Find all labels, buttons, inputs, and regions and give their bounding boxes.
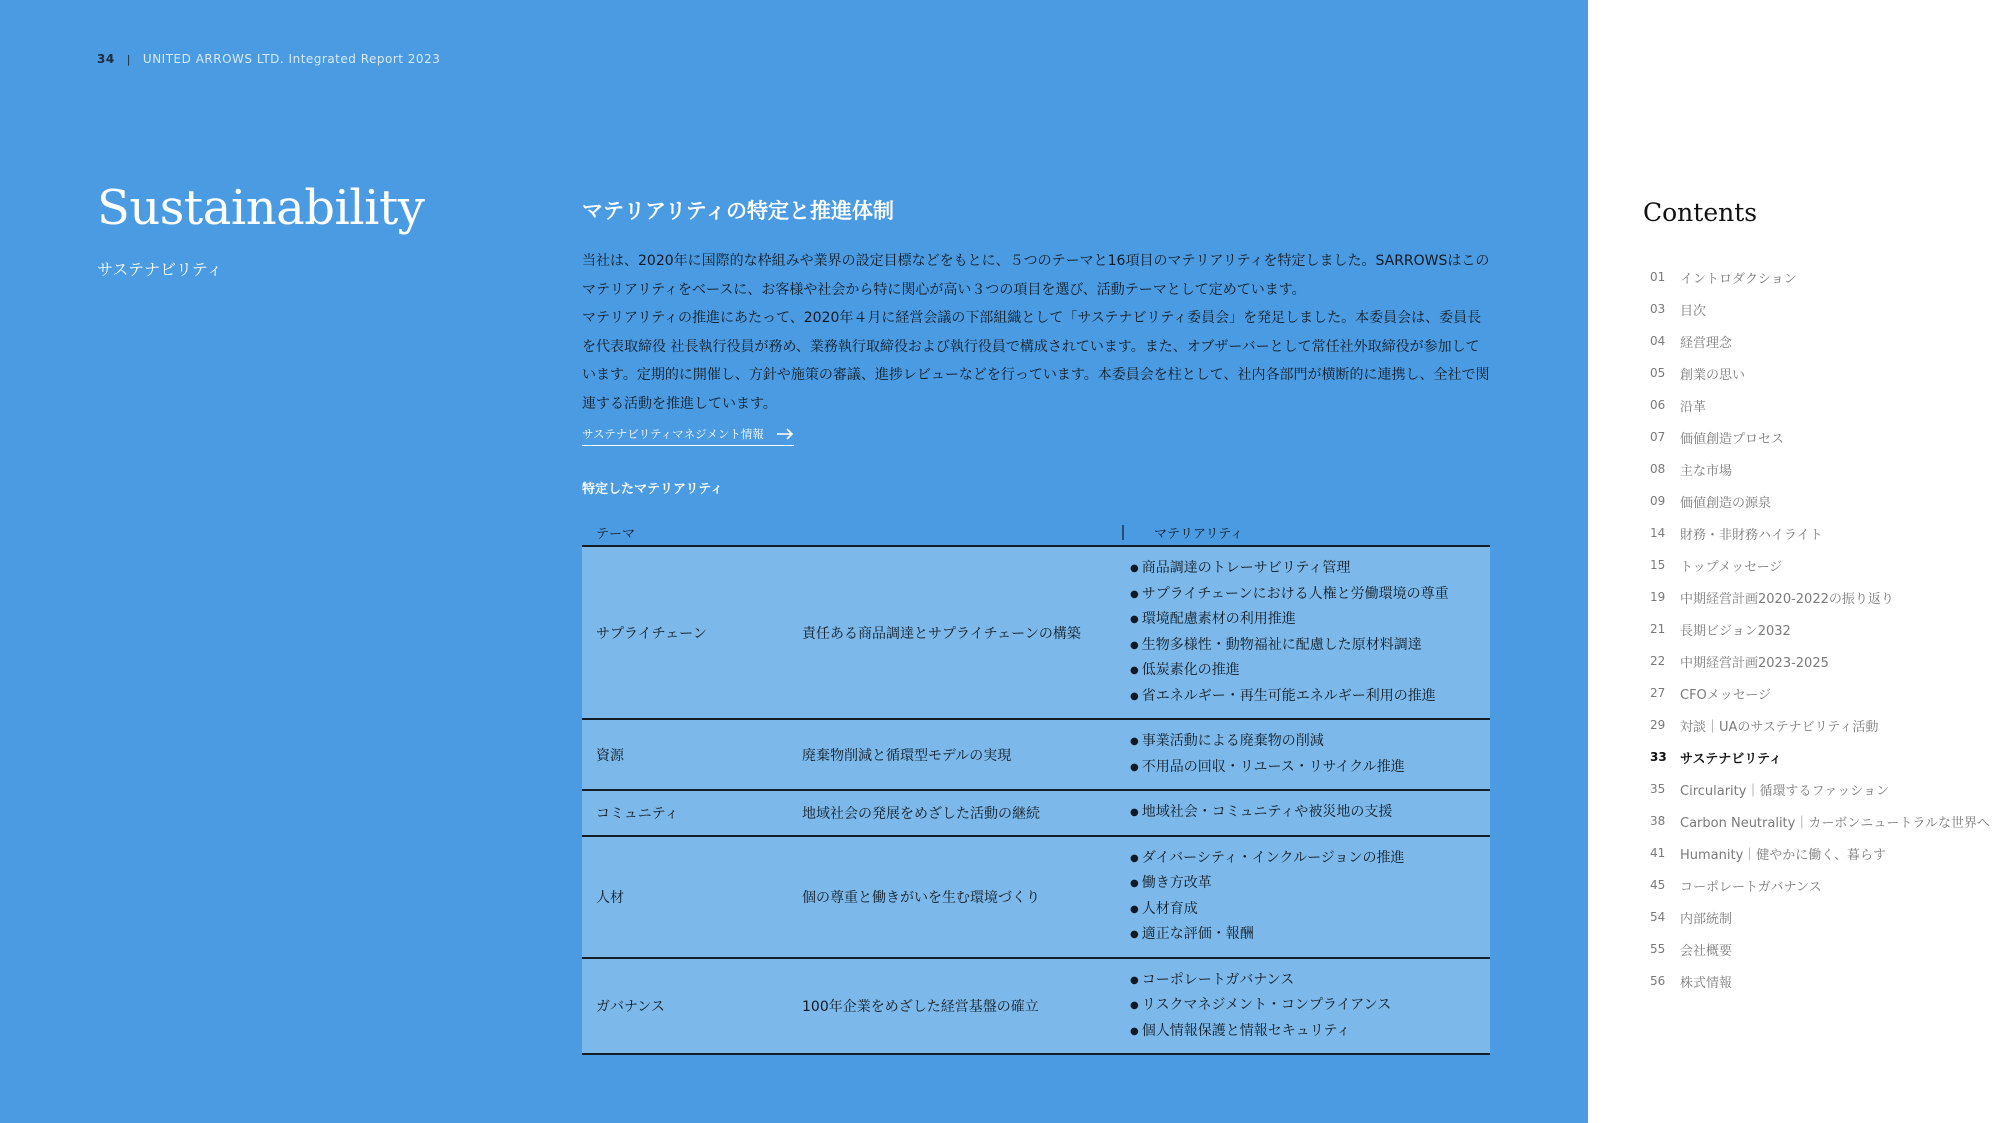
sustainability-management-link[interactable]: [582, 426, 794, 446]
toc-label: 内部統制: [1680, 911, 1733, 927]
row-materiality-list: [1124, 720, 1490, 789]
toc-item-value-source[interactable]: [1643, 485, 2000, 517]
toc-page-number: 21: [1650, 622, 1666, 636]
toc-page-number: 07: [1650, 430, 1666, 444]
toc-label: トップメッセージ: [1680, 559, 1783, 575]
toc-item-midterm-review[interactable]: [1643, 581, 2000, 613]
materiality-item: ● 適正な評価・報酬: [1130, 922, 1490, 948]
toc-label: 中期経営計画2023-2025: [1680, 655, 1829, 671]
toc-page-number: 01: [1650, 270, 1666, 284]
toc-page-number: 45: [1650, 878, 1666, 892]
materiality-item: ● リスクマネジメント・コンプライアンス: [1130, 993, 1490, 1019]
toc-item-highlights[interactable]: [1643, 517, 2000, 549]
toc-label: 沿革: [1680, 399, 1707, 415]
toc-label: 主な市場: [1680, 463, 1733, 479]
toc-label: 長期ビジョン2032: [1680, 623, 1791, 639]
toc-label: 創業の思い: [1680, 367, 1746, 383]
toc-page-number: 33: [1650, 750, 1667, 764]
table-row: [582, 720, 1490, 791]
materiality-item: ● 省エネルギー・再生可能エネルギー利用の推進: [1130, 684, 1490, 710]
materiality-table: [582, 519, 1490, 1055]
toc-item-markets[interactable]: [1643, 453, 2000, 485]
materiality-subheading: 特定したマテリアリティ: [582, 482, 724, 497]
toc-item-philosophy[interactable]: [1643, 325, 2000, 357]
toc-page-number: 35: [1650, 782, 1666, 796]
toc-page-number: 05: [1650, 366, 1666, 380]
toc-page-number: 14: [1650, 526, 1666, 540]
row-description: 責任ある商品調達とサプライチェーンの構築: [802, 625, 1081, 642]
header-divider: [1122, 525, 1124, 540]
toc-item-sustainability[interactable]: [1643, 741, 2000, 773]
toc-page-number: 06: [1650, 398, 1666, 412]
main-content: [582, 195, 1490, 1055]
arrow-right-icon: [776, 428, 794, 440]
toc-label: 価値創造の源泉: [1680, 495, 1772, 511]
materiality-item: ● 商品調達のトレーサビリティ管理: [1130, 556, 1490, 582]
materiality-item: ● サプライチェーンにおける人権と労働環境の尊重: [1130, 582, 1490, 608]
toc-page-number: 56: [1650, 974, 1666, 988]
materiality-item: ● 低炭素化の推進: [1130, 658, 1490, 684]
toc-page-number: 09: [1650, 494, 1666, 508]
page-header: [97, 52, 440, 66]
toc-item-governance[interactable]: [1643, 869, 2000, 901]
toc-item-history[interactable]: [1643, 389, 2000, 421]
toc-item-top-message[interactable]: [1643, 549, 2000, 581]
row-theme: 人材: [596, 889, 624, 906]
materiality-item: ● 事業活動による廃棄物の削減: [1130, 729, 1490, 755]
materiality-item: ● 環境配慮素材の利用推進: [1130, 607, 1490, 633]
row-description: 個の尊重と働きがいを生む環境づくり: [802, 889, 1040, 906]
materiality-item: ● 個人情報保護と情報セキュリティ: [1130, 1019, 1490, 1045]
row-theme: 資源: [596, 747, 624, 764]
toc-page-number: 38: [1650, 814, 1666, 828]
toc-label: 目次: [1680, 303, 1707, 319]
row-description: 地域社会の発展をめざした活動の継続: [802, 805, 1040, 822]
toc-item-cfo-message[interactable]: [1643, 677, 2000, 709]
toc-item-carbon-neutrality[interactable]: [1643, 805, 2000, 837]
toc-page-number: 41: [1650, 846, 1666, 860]
header-separator: |: [126, 52, 131, 66]
row-description: 100年企業をめざした経営基盤の確立: [802, 998, 1039, 1015]
toc-label: 経営理念: [1680, 335, 1733, 351]
materiality-item: ● ダイバーシティ・インクルージョンの推進: [1130, 846, 1490, 872]
toc-item-humanity[interactable]: [1643, 837, 2000, 869]
toc-page-number: 08: [1650, 462, 1666, 476]
toc-item-stock-info[interactable]: [1643, 965, 2000, 997]
section-title: Sustainability: [97, 180, 425, 236]
content-heading: マテリアリティの特定と推進体制: [582, 199, 895, 223]
row-materiality-list: [1124, 791, 1490, 835]
row-materiality-list: [1124, 959, 1490, 1054]
row-theme: コミュニティ: [596, 805, 679, 822]
toc-label: 中期経営計画2020-2022の振り返り: [1680, 591, 1894, 607]
toc-label: 価値創造プロセス: [1680, 431, 1785, 447]
contents-sidebar: [1643, 198, 2000, 997]
materiality-item: ● 不用品の回収・リユース・リサイクル推進: [1130, 755, 1490, 781]
header-theme: テーマ: [596, 526, 636, 542]
intro-paragraph: 当社は、2020年に国際的な枠組みや業界の設定目標などをもとに、５つのテーマと16項目のマテリアリティを特定しました。SARROWSはこのマテリアリティをベースに、お客様や社会から特に関心が高い３つの項目を選び、活動テーマとして定めています。: [582, 253, 1490, 298]
toc-item-dialogue[interactable]: [1643, 709, 2000, 741]
toc-page-number: 29: [1650, 718, 1666, 732]
toc-item-company-profile[interactable]: [1643, 933, 2000, 965]
toc-item-circularity[interactable]: [1643, 773, 2000, 805]
table-row: [582, 837, 1490, 959]
toc-item-vision-2032[interactable]: [1643, 613, 2000, 645]
row-theme: サプライチェーン: [596, 625, 707, 642]
header-materiality: マテリアリティ: [1154, 526, 1244, 542]
toc-item-contents[interactable]: [1643, 293, 2000, 325]
materiality-item: ● 人材育成: [1130, 897, 1490, 923]
report-title: UNITED ARROWS LTD. Integrated Report 2023: [142, 52, 441, 66]
row-materiality-list: [1124, 837, 1490, 957]
row-materiality-list: [1124, 547, 1490, 718]
toc-label: CFOメッセージ: [1680, 687, 1772, 703]
toc-page-number: 03: [1650, 302, 1666, 316]
toc-label: サステナビリティ: [1680, 751, 1782, 767]
table-row: [582, 547, 1490, 720]
toc-item-value-process[interactable]: [1643, 421, 2000, 453]
materiality-item: ● 働き方改革: [1130, 871, 1490, 897]
committee-paragraph: マテリアリティの推進にあたって、2020年４月に経営会議の下部組織として「サステナビリティ委員会」を発足しました。本委員会は、委員長を代表取締役 社長執行役員が務め、業務執行取締役および執行役員で構成されています。また、オブザーバーとして常任社外取締役が参加しています。定期的に開催し、方針や施策の審議、進捗レビューなどを行っています。本委員会を柱として、社内各部門が横断的に連携し、全社で関連する活動を推進しています。: [582, 310, 1490, 412]
toc-page-number: 22: [1650, 654, 1666, 668]
toc-page-number: 04: [1650, 334, 1666, 348]
toc-page-number: 55: [1650, 942, 1666, 956]
toc-item-founding[interactable]: [1643, 357, 2000, 389]
materiality-item: ● 地域社会・コミュニティや被災地の支援: [1130, 800, 1490, 826]
toc-label: 財務・非財務ハイライト: [1680, 527, 1823, 543]
page-number: 34: [97, 52, 115, 66]
toc-item-intro[interactable]: [1643, 261, 2000, 293]
toc-page-number: 19: [1650, 590, 1666, 604]
toc-item-midterm-plan[interactable]: [1643, 645, 2000, 677]
toc-label: 株式情報: [1680, 975, 1733, 991]
toc-label: Carbon Neutrality｜カーボンニュートラルな世界へ: [1680, 815, 1990, 831]
materiality-item: ● 生物多様性・動物福祉に配慮した原材料調達: [1130, 633, 1490, 659]
toc-item-internal-control[interactable]: [1643, 901, 2000, 933]
link-label: サステナビリティマネジメント情報: [582, 427, 764, 441]
section-subtitle: サステナビリティ: [97, 260, 223, 279]
table-row: [582, 959, 1490, 1056]
table-row: [582, 791, 1490, 837]
row-description: 廃棄物削減と循環型モデルの実現: [802, 747, 1012, 764]
toc-label: Circularity｜循環するファッション: [1680, 783, 1889, 799]
toc-page-number: 15: [1650, 558, 1666, 572]
toc-page-number: 27: [1650, 686, 1666, 700]
contents-title: Contents: [1643, 198, 1758, 227]
toc-label: イントロダクション: [1680, 271, 1797, 287]
toc-label: 対談｜UAのサステナビリティ活動: [1680, 719, 1879, 735]
materiality-item: ● コーポレートガバナンス: [1130, 968, 1490, 994]
toc-label: コーポレートガバナンス: [1680, 879, 1822, 895]
toc-label: 会社概要: [1680, 943, 1733, 959]
toc-label: Humanity｜健やかに働く、暮らす: [1680, 847, 1887, 863]
row-theme: ガバナンス: [596, 998, 665, 1015]
table-header: [582, 519, 1490, 547]
toc-page-number: 54: [1650, 910, 1666, 924]
